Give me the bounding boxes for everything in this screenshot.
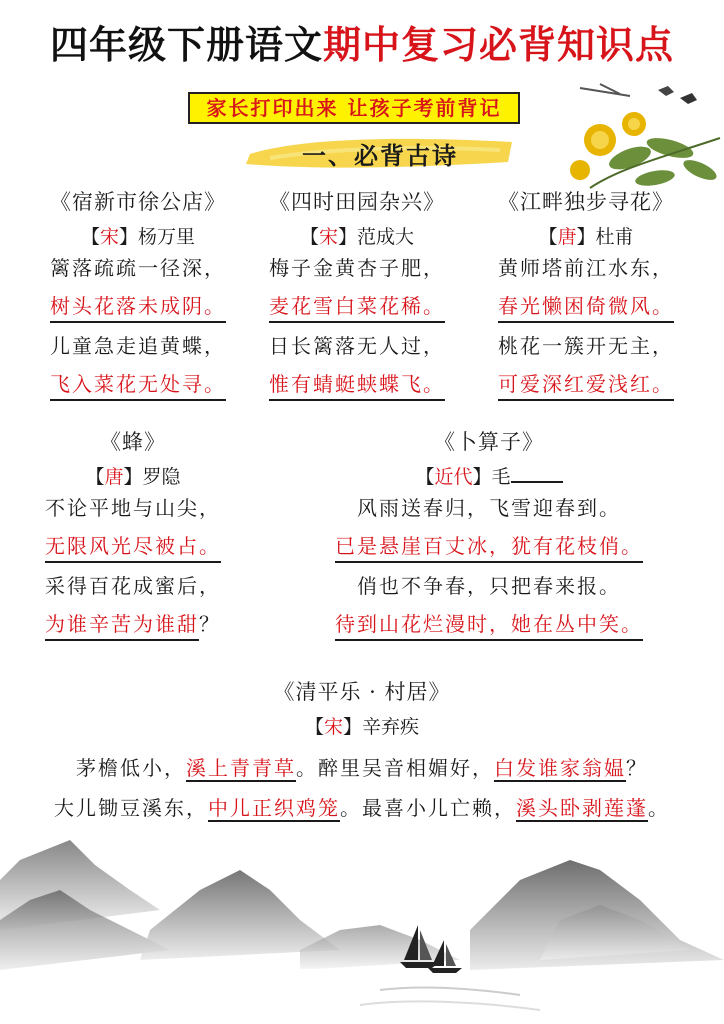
poem-line: 黄师塔前江水东， — [498, 256, 674, 280]
prose-text: ？ — [626, 756, 648, 780]
prose-text: 大儿锄豆溪东， — [54, 796, 208, 820]
author: 范成大 — [357, 226, 415, 248]
section-heading: 一、必背古诗 — [302, 141, 458, 170]
poem-suxinshi — [28, 186, 248, 405]
poem-line-highlight: 待到山花烂漫时，她在丛中笑。 — [335, 609, 643, 641]
subtitle-banner: 家长打印出来 让孩子考前背记 — [188, 92, 520, 124]
poem-line-highlight: 惟有蜻蜓蛱蝶飞。 — [269, 369, 445, 401]
poem-author-line — [252, 222, 462, 249]
dynasty: 唐 — [104, 466, 124, 488]
poem-author-line — [476, 222, 696, 249]
prose-highlight: 白发谁家翁媪 — [494, 756, 626, 780]
bracket-right: 】 — [123, 466, 143, 488]
prose-text: 。最喜小儿亡赖， — [340, 796, 516, 820]
title-red: 期中复习必背知识点 — [323, 22, 675, 67]
dynasty: 宋 — [318, 226, 338, 248]
poem-busuanzi — [294, 426, 684, 645]
bracket-left: 【 — [304, 716, 324, 738]
poem-qingpingle-header — [162, 676, 562, 739]
bracket-left: 【 — [80, 226, 100, 248]
poem-title: 《清平乐 · 村居》 — [273, 680, 451, 704]
poem-line-highlight: 可爱深红爱浅红。 — [498, 369, 674, 401]
chrysanthemum-illustration — [560, 78, 724, 198]
poem-author-line — [294, 462, 684, 489]
dynasty: 宋 — [323, 716, 343, 738]
poem-line-highlight: 春光懒困倚微风。 — [498, 291, 674, 323]
poem-line: 儿童急走追黄蝶， — [50, 334, 226, 358]
poem-title: 《卜算子》 — [434, 430, 544, 454]
author: 罗隐 — [142, 466, 181, 488]
poem-author-line — [28, 222, 248, 249]
poem-line-highlight: 飞入菜花无处寻。 — [50, 369, 226, 401]
poem-line: 日长篱落无人过， — [269, 334, 445, 358]
dynasty: 近代 — [434, 466, 473, 488]
poem-line-highlight: 已是悬崖百丈冰，犹有花枝俏。 — [335, 531, 643, 563]
poem-line-highlight: 无限风光尽被占。 — [45, 531, 221, 563]
bracket-left: 【 — [85, 466, 105, 488]
prose-text: 。 — [648, 796, 670, 820]
author: 辛弃疾 — [362, 716, 420, 738]
bracket-right: 】 — [119, 226, 139, 248]
poem-line: 风雨送春归，飞雪迎春到。 — [357, 496, 621, 520]
end-mark: ？ — [199, 612, 221, 636]
title-black: 四年级下册语文 — [49, 22, 323, 67]
poem-line: 俏也不争春，只把春来报。 — [357, 574, 621, 598]
poem-title: 《蜂》 — [100, 430, 166, 454]
poem-sishitianyuan — [252, 186, 462, 405]
poem-line: 不论平地与山尖， — [45, 496, 221, 520]
poem-line-highlight: 麦花雪白菜花稀。 — [269, 291, 445, 323]
page-title — [0, 14, 724, 69]
dynasty: 唐 — [557, 226, 577, 248]
bracket-left: 【 — [299, 226, 319, 248]
poem-author-line — [162, 712, 562, 739]
poem-title: 《四时田园杂兴》 — [269, 190, 445, 214]
poem-line: 桃花一簇开无主， — [498, 334, 674, 358]
poem-title: 《宿新市徐公店》 — [50, 190, 226, 214]
prose-highlight: 溪上青青草 — [186, 756, 296, 780]
bracket-left: 【 — [415, 466, 435, 488]
bracket-right: 】 — [338, 226, 358, 248]
bracket-right: 】 — [343, 716, 363, 738]
qingpingle-line-1 — [0, 748, 724, 788]
fill-blank-line — [511, 463, 563, 483]
bracket-right: 】 — [472, 466, 492, 488]
poem-author-line — [18, 462, 248, 489]
author: 杜甫 — [595, 226, 634, 248]
poem-line: 采得百花成蜜后， — [45, 574, 221, 598]
ink-landscape-illustration — [0, 820, 724, 1024]
author: 杨万里 — [138, 226, 196, 248]
poem-jiangpan — [476, 186, 696, 405]
prose-text: 茅檐低小， — [76, 756, 186, 780]
prose-highlight: 中儿正织鸡笼 — [208, 796, 340, 820]
author: 毛 — [491, 466, 511, 488]
bracket-left: 【 — [538, 226, 558, 248]
poem-line-highlight: 为谁辛苦为谁甜 — [45, 609, 199, 641]
bracket-right: 】 — [576, 226, 596, 248]
dynasty: 宋 — [99, 226, 119, 248]
poem-feng — [18, 426, 248, 645]
poem-line-highlight: 树头花落未成阴。 — [50, 291, 226, 323]
prose-highlight: 溪头卧剥莲蓬 — [516, 796, 648, 820]
poem-line: 篱落疏疏一径深， — [50, 256, 226, 280]
prose-text: 。醉里吴音相媚好， — [296, 756, 494, 780]
poem-title: 《江畔独步寻花》 — [498, 190, 674, 214]
poem-line: 梅子金黄杏子肥， — [269, 256, 445, 280]
